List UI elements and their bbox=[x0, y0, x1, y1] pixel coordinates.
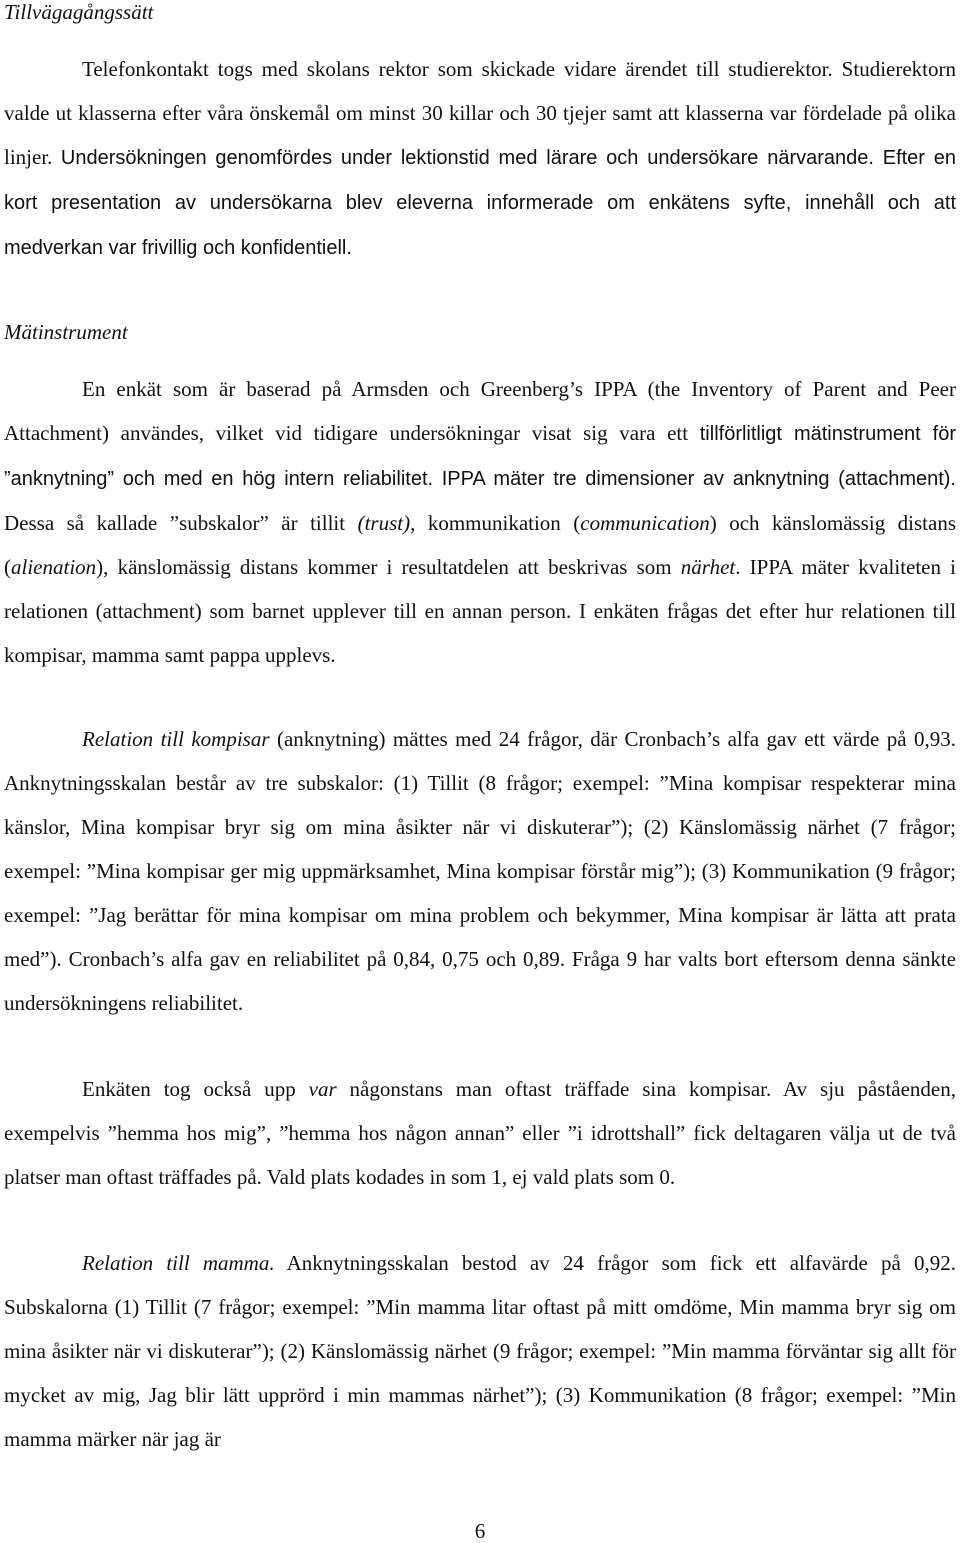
paragraph-traffpunkt bbox=[4, 1067, 956, 1199]
paragraph-tillvagagangssatt bbox=[4, 47, 956, 270]
paragraph-text: En enkät som är baserad på Armsden och Greenberg’s IPPA (the Inventory of Parent and Peer Attachment) användes, vilket vid tidigare undersökningar visat sig vara ett bbox=[4, 377, 956, 445]
paragraph-ippa bbox=[4, 367, 956, 677]
section-heading-matinstrument: Mätinstrument bbox=[4, 320, 128, 344]
subheading-relation-kompisar: Relation till kompisar bbox=[82, 727, 270, 751]
paragraph-relation-kompisar bbox=[4, 717, 956, 1025]
paragraph-text: Telefonkontakt togs med skolans rektor som skickade vidare ärendet till studierektor. Studierektorn valde ut klasserna efter våra önskemål om minst 30 killar och 30 tjejer samt att klasserna var fördelade på olika linjer. bbox=[4, 57, 956, 169]
paragraph-text-sans: tillförlitligt mätinstrument för ”anknytning” och med en hög intern reliabilitet. IPPA mäter tre dimensioner av anknytning (attachment). bbox=[4, 423, 956, 490]
paragraph-text: Dessa så kallade ”subskalor” är tillit bbox=[4, 511, 358, 535]
subheading-relation-mamma: Relation till mamma. bbox=[82, 1251, 275, 1275]
term-var: var bbox=[308, 1077, 337, 1101]
paragraph-text: Enkäten tog också upp bbox=[82, 1077, 309, 1101]
paragraph-text: ) och känslomässig distans ( bbox=[4, 511, 956, 579]
paragraph-relation-mamma bbox=[4, 1241, 956, 1461]
paragraph-text: kommunikation ( bbox=[415, 511, 581, 535]
paragraph-text: (anknytning) mättes med 24 frågor, där Cronbach’s alfa gav ett värde på 0,93. Anknytningsskalan består av tre subskalor: (1) Tillit (8 frågor; exempel: ”Mina kompisar respekterar mina känslor, Mina kompisar bryr sig om mina åsikter när vi diskuterar”); (2) Känslomässig närhet (7 frågor; exempel: ”Mina kompisar ger mig uppmärksamhet, Mina kompisar förstår mig”); (3) Kommunikation (9 frågor; exempel: ”Jag berättar för mina kompisar om mina problem och bekymmer, Mina kompisar är lätta att prata med”). Cronbach’s alfa gav en reliabilitet på 0,84, 0,75 och 0,89. Fråga 9 har valts bort eftersom denna sänkte undersökningens reliabilitet. bbox=[4, 727, 957, 1015]
section-heading-tillvagagangssatt: Tillvägagångssätt bbox=[4, 0, 154, 24]
page-number: 6 bbox=[474, 1519, 486, 1543]
term-narhet: närhet bbox=[680, 555, 736, 579]
paragraph-text: ), känslomässig distans kommer i resultatdelen att beskrivas som bbox=[96, 555, 681, 579]
paragraph-text: Anknytningsskalan bestod av 24 frågor som fick ett alfavärde på 0,92. Subskalorna (1) Tillit (7 frågor; exempel: ”Min mamma litar oftast på mitt omdöme, Min mamma bryr sig om mina åsikter när vi diskuterar”); (2) Känslomässig närhet (9 frågor; exempel: ”Min mamma förväntar sig allt för mycket av mig, Jag blir lätt upprörd i min mammas närhet”); (3) Kommunikation (8 frågor; exempel: ”Min mamma märker när jag är bbox=[4, 1251, 956, 1451]
term-alienation: alienation bbox=[11, 555, 97, 579]
paragraph-text: någonstans man oftast träffade sina kompisar. Av sju påståenden, exempelvis ”hemma hos mig”, ”hemma hos någon annan” eller ”i idrottshall” fick deltagaren välja ut de två platser man oftast träffades på. Vald plats kodades in som 1, ej vald plats som 0. bbox=[4, 1077, 957, 1189]
term-communication: communication bbox=[580, 511, 710, 535]
paragraph-text: . IPPA mäter kvaliteten i relationen (attachment) som barnet upplever till en annan person. I enkäten frågas det efter hur relationen till kompisar, mamma samt pappa upplevs. bbox=[4, 555, 956, 667]
term-trust: (trust), bbox=[357, 511, 416, 535]
paragraph-text-sans: Undersökningen genomfördes under lektionstid med lärare och undersökare närvarande. Efter en kort presentation av undersökarna blev eleverna informerade om enkätens syfte, innehåll och att medverkan var frivillig och konfidentiell. bbox=[4, 147, 956, 259]
